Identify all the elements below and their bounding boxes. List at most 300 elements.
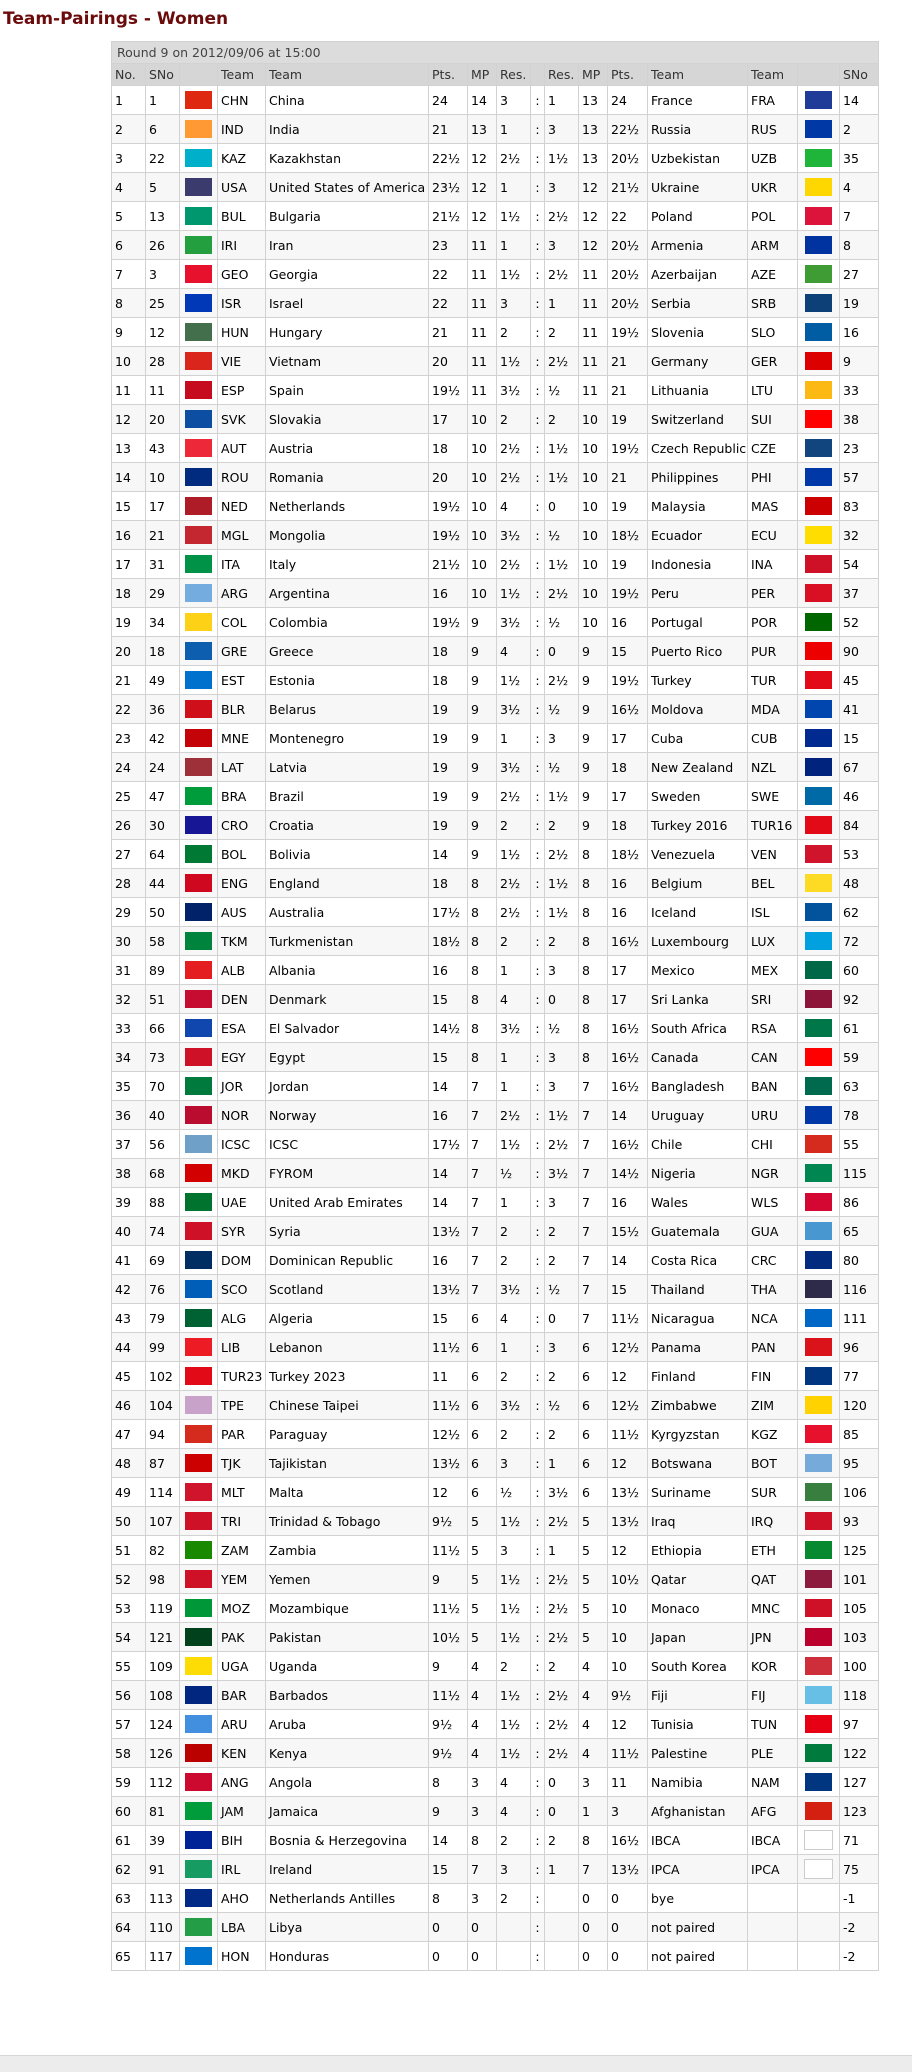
away-team-name: Ecuador bbox=[648, 521, 748, 550]
away-team-name: not paired bbox=[648, 1913, 748, 1942]
away-start-number: 57 bbox=[840, 463, 879, 492]
home-flag-icon bbox=[185, 1309, 212, 1327]
row-number: 22 bbox=[112, 695, 146, 724]
row-number: 10 bbox=[112, 347, 146, 376]
away-match-points: 7 bbox=[579, 1072, 608, 1101]
away-team-code: POL bbox=[748, 202, 798, 231]
away-points: 19½ bbox=[608, 579, 648, 608]
home-flag-icon bbox=[185, 323, 212, 341]
row-number: 42 bbox=[112, 1275, 146, 1304]
away-match-points: 6 bbox=[579, 1420, 608, 1449]
away-team-name: Monaco bbox=[648, 1594, 748, 1623]
away-flag-cell bbox=[798, 1710, 840, 1739]
away-flag-icon bbox=[805, 149, 832, 167]
home-flag-icon bbox=[185, 1918, 212, 1936]
home-flag-cell bbox=[180, 173, 218, 202]
home-team-code: TPE bbox=[218, 1391, 266, 1420]
home-flag-icon bbox=[185, 758, 212, 776]
away-start-number: -1 bbox=[840, 1884, 879, 1913]
home-team-name: Tajikistan bbox=[266, 1449, 429, 1478]
row-number: 4 bbox=[112, 173, 146, 202]
home-result: 2½ bbox=[497, 550, 531, 579]
away-team-name: Suriname bbox=[648, 1478, 748, 1507]
away-points: 0 bbox=[608, 1942, 648, 1971]
home-match-points: 4 bbox=[468, 1652, 497, 1681]
home-team-code: MOZ bbox=[218, 1594, 266, 1623]
away-result: ½ bbox=[545, 376, 579, 405]
home-flag-cell bbox=[180, 811, 218, 840]
table-row bbox=[112, 666, 879, 695]
away-start-number: 116 bbox=[840, 1275, 879, 1304]
home-points: 20 bbox=[429, 347, 468, 376]
away-start-number: 101 bbox=[840, 1565, 879, 1594]
table-row bbox=[112, 1507, 879, 1536]
away-flag-cell bbox=[798, 1333, 840, 1362]
team-start-number: 87 bbox=[146, 1449, 180, 1478]
table-row bbox=[112, 1710, 879, 1739]
home-flag-cell bbox=[180, 695, 218, 724]
home-match-points: 9 bbox=[468, 840, 497, 869]
home-result: 3½ bbox=[497, 1014, 531, 1043]
away-points: 12½ bbox=[608, 1391, 648, 1420]
home-team-code: AUT bbox=[218, 434, 266, 463]
home-team-name: Albania bbox=[266, 956, 429, 985]
home-result: 2½ bbox=[497, 782, 531, 811]
away-start-number: 54 bbox=[840, 550, 879, 579]
home-match-points: 9 bbox=[468, 666, 497, 695]
table-row bbox=[112, 1913, 879, 1942]
home-points: 19½ bbox=[429, 608, 468, 637]
away-start-number: 77 bbox=[840, 1362, 879, 1391]
table-row bbox=[112, 724, 879, 753]
away-match-points: 4 bbox=[579, 1681, 608, 1710]
home-team-name: United Arab Emirates bbox=[266, 1188, 429, 1217]
home-flag-icon bbox=[185, 787, 212, 805]
home-flag-cell bbox=[180, 1449, 218, 1478]
away-start-number: 27 bbox=[840, 260, 879, 289]
away-start-number: 23 bbox=[840, 434, 879, 463]
home-team-code: LIB bbox=[218, 1333, 266, 1362]
table-row bbox=[112, 782, 879, 811]
home-match-points: 9 bbox=[468, 608, 497, 637]
row-number: 1 bbox=[112, 86, 146, 115]
away-team-name: Armenia bbox=[648, 231, 748, 260]
home-points: 21 bbox=[429, 115, 468, 144]
home-flag-cell bbox=[180, 1130, 218, 1159]
row-number: 49 bbox=[112, 1478, 146, 1507]
team-start-number: 69 bbox=[146, 1246, 180, 1275]
away-team-code: FRA bbox=[748, 86, 798, 115]
row-number: 13 bbox=[112, 434, 146, 463]
away-result: 3½ bbox=[545, 1478, 579, 1507]
home-points: 17½ bbox=[429, 898, 468, 927]
table-row bbox=[112, 1855, 879, 1884]
away-points: 17 bbox=[608, 782, 648, 811]
row-number: 30 bbox=[112, 927, 146, 956]
result-separator: : bbox=[531, 1043, 545, 1072]
table-row bbox=[112, 86, 879, 115]
away-flag-cell bbox=[798, 985, 840, 1014]
result-separator: : bbox=[531, 1246, 545, 1275]
away-result bbox=[545, 1913, 579, 1942]
home-match-points: 8 bbox=[468, 927, 497, 956]
away-flag-cell bbox=[798, 1246, 840, 1275]
away-start-number: 118 bbox=[840, 1681, 879, 1710]
home-team-name: ICSC bbox=[266, 1130, 429, 1159]
away-points: 13½ bbox=[608, 1507, 648, 1536]
home-result: 2½ bbox=[497, 463, 531, 492]
table-row bbox=[112, 231, 879, 260]
away-points: 15 bbox=[608, 637, 648, 666]
home-result: 3½ bbox=[497, 1391, 531, 1420]
team-start-number: 70 bbox=[146, 1072, 180, 1101]
home-flag-cell bbox=[180, 1681, 218, 1710]
away-team-name: Uruguay bbox=[648, 1101, 748, 1130]
home-flag-icon bbox=[185, 1715, 212, 1733]
home-match-points: 11 bbox=[468, 231, 497, 260]
away-team-code: TUN bbox=[748, 1710, 798, 1739]
home-flag-icon bbox=[185, 1251, 212, 1269]
away-team-name: Zimbabwe bbox=[648, 1391, 748, 1420]
home-team-code: ESP bbox=[218, 376, 266, 405]
away-team-name: Sri Lanka bbox=[648, 985, 748, 1014]
home-flag-cell bbox=[180, 1478, 218, 1507]
result-separator: : bbox=[531, 985, 545, 1014]
away-team-code: JPN bbox=[748, 1623, 798, 1652]
away-team-code: WLS bbox=[748, 1188, 798, 1217]
away-team-code: KOR bbox=[748, 1652, 798, 1681]
away-team-code: CAN bbox=[748, 1043, 798, 1072]
away-flag-cell bbox=[798, 1420, 840, 1449]
away-flag-cell bbox=[798, 1594, 840, 1623]
table-row bbox=[112, 1623, 879, 1652]
table-row bbox=[112, 1565, 879, 1594]
table-row bbox=[112, 347, 879, 376]
home-flag-cell bbox=[180, 1652, 218, 1681]
away-team-name: Poland bbox=[648, 202, 748, 231]
away-points: 12 bbox=[608, 1536, 648, 1565]
home-flag-icon bbox=[185, 1947, 212, 1965]
home-team-code: GRE bbox=[218, 637, 266, 666]
home-flag-icon bbox=[185, 1019, 212, 1037]
team-start-number: 31 bbox=[146, 550, 180, 579]
row-number: 7 bbox=[112, 260, 146, 289]
table-row bbox=[112, 492, 879, 521]
home-match-points: 6 bbox=[468, 1420, 497, 1449]
away-flag-icon bbox=[805, 1048, 832, 1066]
home-points: 21 bbox=[429, 318, 468, 347]
home-result: 1½ bbox=[497, 260, 531, 289]
result-separator: : bbox=[531, 782, 545, 811]
away-start-number: 2 bbox=[840, 115, 879, 144]
away-team-name: Palestine bbox=[648, 1739, 748, 1768]
team-start-number: 30 bbox=[146, 811, 180, 840]
away-start-number: 92 bbox=[840, 985, 879, 1014]
home-flag-cell bbox=[180, 347, 218, 376]
result-separator: : bbox=[531, 1130, 545, 1159]
home-team-code: UAE bbox=[218, 1188, 266, 1217]
away-flag-cell bbox=[798, 1623, 840, 1652]
home-team-name: Argentina bbox=[266, 579, 429, 608]
result-separator: : bbox=[531, 666, 545, 695]
away-flag-cell bbox=[798, 1391, 840, 1420]
table-row bbox=[112, 260, 879, 289]
home-team-name: Mozambique bbox=[266, 1594, 429, 1623]
away-flag-icon bbox=[805, 1251, 832, 1269]
home-team-name: Israel bbox=[266, 289, 429, 318]
team-start-number: 29 bbox=[146, 579, 180, 608]
away-team-code: TUR bbox=[748, 666, 798, 695]
away-match-points: 8 bbox=[579, 1043, 608, 1072]
row-number: 28 bbox=[112, 869, 146, 898]
away-flag-icon bbox=[805, 555, 832, 573]
team-start-number: 40 bbox=[146, 1101, 180, 1130]
result-separator: : bbox=[531, 1739, 545, 1768]
result-separator: : bbox=[531, 1072, 545, 1101]
home-match-points: 11 bbox=[468, 318, 497, 347]
home-result: 2 bbox=[497, 1217, 531, 1246]
away-result: ½ bbox=[545, 1014, 579, 1043]
away-points: 16 bbox=[608, 608, 648, 637]
row-number: 39 bbox=[112, 1188, 146, 1217]
home-match-points: 6 bbox=[468, 1449, 497, 1478]
away-start-number: 9 bbox=[840, 347, 879, 376]
table-row bbox=[112, 1884, 879, 1913]
home-flag-icon bbox=[185, 497, 212, 515]
home-team-code: KAZ bbox=[218, 144, 266, 173]
away-team-code: PER bbox=[748, 579, 798, 608]
header-cell: SNo bbox=[146, 64, 180, 86]
row-number: 29 bbox=[112, 898, 146, 927]
away-flag-cell bbox=[798, 1739, 840, 1768]
away-result: 2½ bbox=[545, 1623, 579, 1652]
home-flag-icon bbox=[185, 816, 212, 834]
away-points: 3 bbox=[608, 1797, 648, 1826]
home-points: 14 bbox=[429, 1159, 468, 1188]
team-start-number: 74 bbox=[146, 1217, 180, 1246]
away-flag-icon bbox=[805, 961, 832, 979]
away-start-number: 61 bbox=[840, 1014, 879, 1043]
home-team-code: NOR bbox=[218, 1101, 266, 1130]
home-flag-icon bbox=[185, 671, 212, 689]
home-team-code: ITA bbox=[218, 550, 266, 579]
home-team-name: Croatia bbox=[266, 811, 429, 840]
row-number: 62 bbox=[112, 1855, 146, 1884]
home-match-points: 5 bbox=[468, 1594, 497, 1623]
team-start-number: 43 bbox=[146, 434, 180, 463]
away-match-points: 11 bbox=[579, 347, 608, 376]
away-points: 16½ bbox=[608, 927, 648, 956]
home-flag-icon bbox=[185, 990, 212, 1008]
away-team-code: NAM bbox=[748, 1768, 798, 1797]
away-team-name: Peru bbox=[648, 579, 748, 608]
team-start-number: 89 bbox=[146, 956, 180, 985]
away-start-number: 60 bbox=[840, 956, 879, 985]
home-result: 4 bbox=[497, 985, 531, 1014]
away-match-points: 7 bbox=[579, 1275, 608, 1304]
table-row bbox=[112, 840, 879, 869]
away-start-number: 59 bbox=[840, 1043, 879, 1072]
team-start-number: 68 bbox=[146, 1159, 180, 1188]
home-points: 18 bbox=[429, 869, 468, 898]
home-match-points: 12 bbox=[468, 202, 497, 231]
away-flag-icon bbox=[805, 1918, 832, 1936]
away-team-name: Switzerland bbox=[648, 405, 748, 434]
away-start-number: 35 bbox=[840, 144, 879, 173]
away-flag-cell bbox=[798, 434, 840, 463]
away-team-code: NZL bbox=[748, 753, 798, 782]
home-team-name: Trinidad & Tobago bbox=[266, 1507, 429, 1536]
table-row bbox=[112, 1652, 879, 1681]
team-start-number: 42 bbox=[146, 724, 180, 753]
away-result: ½ bbox=[545, 608, 579, 637]
row-number: 45 bbox=[112, 1362, 146, 1391]
away-start-number: 84 bbox=[840, 811, 879, 840]
away-team-name: Qatar bbox=[648, 1565, 748, 1594]
home-result: 3 bbox=[497, 1855, 531, 1884]
home-result: 2½ bbox=[497, 144, 531, 173]
away-flag-icon bbox=[805, 816, 832, 834]
home-match-points: 10 bbox=[468, 463, 497, 492]
home-result: 4 bbox=[497, 1768, 531, 1797]
team-start-number: 24 bbox=[146, 753, 180, 782]
away-start-number: 95 bbox=[840, 1449, 879, 1478]
away-points: 18½ bbox=[608, 521, 648, 550]
home-team-name: Dominican Republic bbox=[266, 1246, 429, 1275]
away-flag-cell bbox=[798, 1304, 840, 1333]
result-separator: : bbox=[531, 1217, 545, 1246]
pairings-table-container bbox=[111, 41, 878, 1971]
away-team-name: Ukraine bbox=[648, 173, 748, 202]
home-result: 3½ bbox=[497, 753, 531, 782]
away-points: 10 bbox=[608, 1594, 648, 1623]
home-team-name: Australia bbox=[266, 898, 429, 927]
table-row bbox=[112, 1594, 879, 1623]
home-flag-icon bbox=[185, 1773, 212, 1791]
away-flag-cell bbox=[798, 463, 840, 492]
away-start-number: 106 bbox=[840, 1478, 879, 1507]
away-flag-cell bbox=[798, 144, 840, 173]
home-result: 3 bbox=[497, 86, 531, 115]
away-points: 11½ bbox=[608, 1420, 648, 1449]
home-result: 1 bbox=[497, 173, 531, 202]
table-row bbox=[112, 521, 879, 550]
result-separator: : bbox=[531, 1536, 545, 1565]
away-result: 1 bbox=[545, 86, 579, 115]
home-points: 0 bbox=[429, 1942, 468, 1971]
team-start-number: 6 bbox=[146, 115, 180, 144]
home-team-name: Brazil bbox=[266, 782, 429, 811]
away-result: ½ bbox=[545, 1391, 579, 1420]
home-flag-icon bbox=[185, 1135, 212, 1153]
home-flag-icon bbox=[185, 1802, 212, 1820]
away-team-name: Costa Rica bbox=[648, 1246, 748, 1275]
home-result: 1 bbox=[497, 956, 531, 985]
away-flag-cell bbox=[798, 608, 840, 637]
row-number: 15 bbox=[112, 492, 146, 521]
home-team-name: Angola bbox=[266, 1768, 429, 1797]
home-points: 8 bbox=[429, 1768, 468, 1797]
away-team-code bbox=[748, 1884, 798, 1913]
home-team-code: DEN bbox=[218, 985, 266, 1014]
home-points: 22 bbox=[429, 289, 468, 318]
home-points: 9½ bbox=[429, 1710, 468, 1739]
home-flag-cell bbox=[180, 666, 218, 695]
away-points: 16 bbox=[608, 1188, 648, 1217]
home-result: 1½ bbox=[497, 1681, 531, 1710]
away-flag-icon bbox=[805, 1338, 832, 1356]
away-team-name: France bbox=[648, 86, 748, 115]
away-result: 0 bbox=[545, 1768, 579, 1797]
home-flag-icon bbox=[185, 613, 212, 631]
row-number: 50 bbox=[112, 1507, 146, 1536]
result-separator: : bbox=[531, 840, 545, 869]
home-team-name: Norway bbox=[266, 1101, 429, 1130]
away-flag-cell bbox=[798, 202, 840, 231]
away-team-code: LUX bbox=[748, 927, 798, 956]
home-team-name: Paraguay bbox=[266, 1420, 429, 1449]
away-start-number: 19 bbox=[840, 289, 879, 318]
away-flag-cell bbox=[798, 376, 840, 405]
away-flag-cell bbox=[798, 1536, 840, 1565]
away-flag-icon bbox=[805, 439, 832, 457]
away-flag-icon bbox=[805, 526, 832, 544]
home-match-points: 9 bbox=[468, 695, 497, 724]
home-match-points: 10 bbox=[468, 434, 497, 463]
away-points: 16½ bbox=[608, 695, 648, 724]
away-start-number: 122 bbox=[840, 1739, 879, 1768]
away-flag-icon bbox=[805, 1222, 832, 1240]
away-flag-icon bbox=[805, 932, 832, 950]
away-match-points: 5 bbox=[579, 1565, 608, 1594]
home-flag-cell bbox=[180, 1420, 218, 1449]
home-flag-icon bbox=[185, 584, 212, 602]
away-team-name: Puerto Rico bbox=[648, 637, 748, 666]
result-separator: : bbox=[531, 231, 545, 260]
team-start-number: 88 bbox=[146, 1188, 180, 1217]
row-number: 33 bbox=[112, 1014, 146, 1043]
home-points: 11½ bbox=[429, 1333, 468, 1362]
row-number: 57 bbox=[112, 1710, 146, 1739]
result-separator: : bbox=[531, 1101, 545, 1130]
home-team-code: BUL bbox=[218, 202, 266, 231]
home-result: 3½ bbox=[497, 376, 531, 405]
away-match-points: 10 bbox=[579, 579, 608, 608]
away-match-points: 10 bbox=[579, 521, 608, 550]
away-match-points: 8 bbox=[579, 927, 608, 956]
result-separator: : bbox=[531, 202, 545, 231]
home-flag-icon bbox=[185, 1425, 212, 1443]
away-start-number: 125 bbox=[840, 1536, 879, 1565]
away-flag-icon bbox=[805, 352, 832, 370]
table-row bbox=[112, 956, 879, 985]
result-separator: : bbox=[531, 869, 545, 898]
home-points: 19½ bbox=[429, 376, 468, 405]
home-team-code: PAK bbox=[218, 1623, 266, 1652]
away-team-code: GUA bbox=[748, 1217, 798, 1246]
home-match-points: 0 bbox=[468, 1913, 497, 1942]
away-team-code: SLO bbox=[748, 318, 798, 347]
home-team-code: JOR bbox=[218, 1072, 266, 1101]
away-points: 14 bbox=[608, 1101, 648, 1130]
header-cell bbox=[531, 64, 545, 86]
home-match-points: 7 bbox=[468, 1072, 497, 1101]
team-start-number: 56 bbox=[146, 1130, 180, 1159]
away-match-points: 7 bbox=[579, 1855, 608, 1884]
home-team-name: Kenya bbox=[266, 1739, 429, 1768]
header-row bbox=[112, 64, 879, 86]
away-start-number: 7 bbox=[840, 202, 879, 231]
